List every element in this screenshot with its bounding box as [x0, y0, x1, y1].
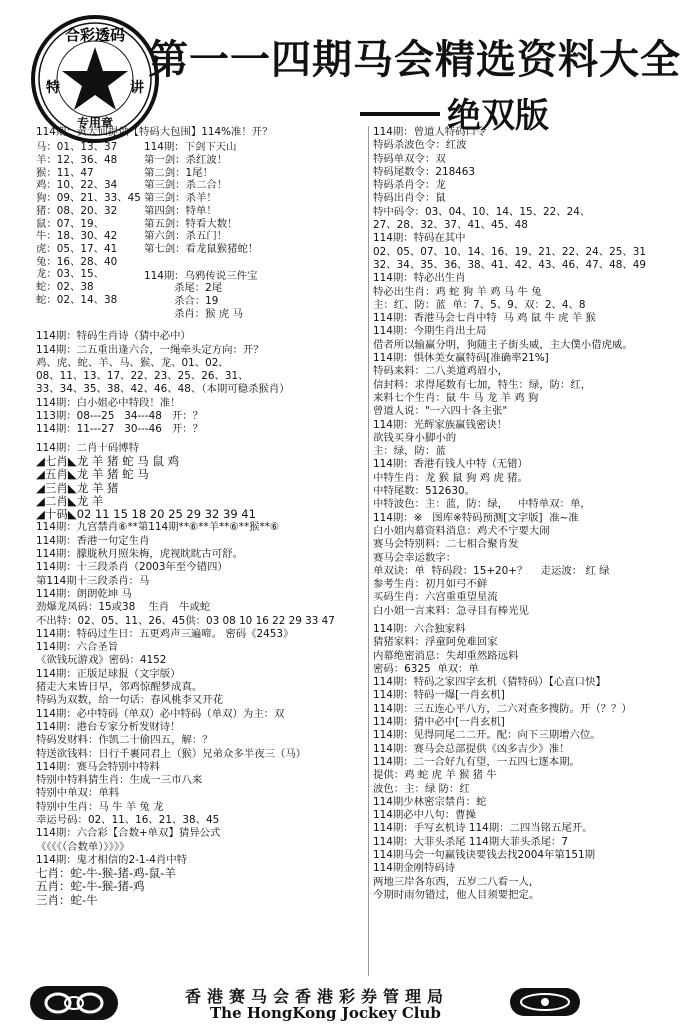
- text-line: 中特波色：主：蓝，防：绿， 中特单双：单，: [373, 498, 591, 511]
- text-line: 114期：香港有钱人中特（无错）: [373, 458, 528, 471]
- text-line: 114期：朦胧秋月照朱梅，虎视眈眈古可舒。: [36, 548, 243, 561]
- text-line: 白小姐一言来料：急寻目有棒光见: [373, 604, 529, 617]
- text-line: 02、05、07、10、14、16、19、21、22、24、25、31: [373, 245, 646, 258]
- text-line: 114期：特必出生肖: [373, 272, 466, 285]
- text-line: 114期：二五重出逢六合，一绳牵头定方向：开？: [36, 343, 264, 356]
- footer: [0, 982, 609, 1024]
- text-line: 114期：手写玄机诗 114期：二四当铭五尾开。: [373, 822, 593, 835]
- text-line: 114期：六合独家料: [373, 622, 466, 635]
- text-line: 114期：今期生肖出土局: [373, 325, 487, 338]
- text-line: 赛马会幸运数字：: [373, 551, 457, 564]
- zodiac-line: 兔：16、28、40: [36, 255, 118, 268]
- text-line: 猜猪家料：浮童阿免难回家: [373, 636, 498, 649]
- text-line: 内幕绝密消息：失却重然路远料: [373, 649, 519, 662]
- text-line: 特码杀波色令：红波: [373, 139, 467, 152]
- swords-title: 114期：下剑下天山: [144, 141, 237, 154]
- crow-line: 杀尾：2尾: [174, 282, 223, 295]
- text-line: 114期：香港马会七肖中特 马 鸡 鼠 牛 虎 羊 猴: [373, 312, 596, 325]
- text-line: 特码来料：二八美道鸡眉小，: [373, 365, 509, 378]
- text-line: 七肖：蛇-牛-猴-猪-鸡-鼠-羊: [36, 866, 176, 881]
- svg-text:特: 特: [46, 80, 60, 96]
- text-line: 特码杀肖令：龙: [373, 179, 446, 192]
- text-line: 114期：惧休美女赢特码[准确率21%]: [373, 352, 549, 365]
- text-line: 114期：九宫禁肖⑥**第114期**⑥**羊**⑥**猴**⑥: [36, 521, 280, 534]
- text-line: 114期：二肖十码博特: [36, 441, 139, 454]
- sword-line: 第四剑：特单！: [144, 204, 217, 217]
- page-subtitle: 绝双版: [447, 96, 549, 136]
- text-line: 主：绿，防：蓝: [373, 445, 446, 458]
- sword-line: 第一剑：杀红波！: [144, 154, 228, 166]
- text-line: 114期：必中特码（单双）必中特码（单双）为主：双: [36, 707, 285, 720]
- sword-line: 第二剑：1尾！: [144, 166, 213, 179]
- text-line: 鸡、虎、蛇、羊、马、猴、龙、01、02、: [36, 356, 229, 369]
- text-line: 114期：六合彩【合数+单双】猜异公式: [36, 827, 221, 840]
- text-line: ◢二肖◣龙 羊: [36, 493, 104, 508]
- text-line: 波色：主：绿 防：红: [373, 782, 470, 795]
- text-line: 提供：鸡 蛇 虎 羊 猴 猪 牛: [373, 769, 497, 782]
- text-line: 114期：特码过生日：五更鸡声三遍啼。 密码《2453》: [36, 627, 294, 640]
- text-line: 特码出肖令：鼠: [373, 192, 446, 205]
- zodiac-line: 蛇：02、38: [36, 281, 94, 294]
- text-line: 114期：特码生肖诗（猜中必中）: [36, 330, 191, 343]
- text-line: 114期：赛马会总部提供《凶多吉少》准！: [373, 742, 570, 755]
- text-line: 32、34、35、36、38、41、42、43、46、47、48、49: [373, 258, 646, 271]
- left-column: [36, 126, 368, 907]
- zodiac-line: 牛：18、30、42: [36, 230, 118, 243]
- svg-text:专用章: 专用章: [76, 116, 114, 130]
- text-line: 今期时雨勿错过，他人目须要把定。: [373, 888, 540, 901]
- text-line: 幸运号码：02、11、16、21、38、45: [36, 813, 220, 826]
- text-line: 114期：朗朗乾坤 马: [36, 587, 132, 600]
- text-line: 114期：曾道人特码口令: [373, 126, 487, 138]
- text-line: 特中码令：03、04、10、14、15、22、24、: [373, 205, 591, 218]
- svg-text:讲: 讲: [130, 80, 144, 96]
- crow-line: 杀肖：猴 虎 马: [174, 307, 243, 320]
- text-line: 114期：猜中必中[一肖玄机]: [373, 716, 505, 729]
- text-line: 特送欲钱料：日行千裹同君上（猴）兄弟众多半夜三（马）: [36, 747, 307, 760]
- crow-title: 114期：乌鸦传说三件宝: [144, 269, 258, 282]
- seal-stamp: [30, 14, 160, 144]
- sword-line: 第五剑：特看大数！: [144, 217, 238, 230]
- page-title: 第一一四期马会精选资料大全: [148, 37, 681, 83]
- zodiac-line: 虎：05、17、41: [36, 242, 118, 255]
- text-line: 五肖：蛇-牛-猴-猪-鸡: [36, 879, 145, 894]
- text-line: 114期：鬼才相信的2-1-4肖中特: [36, 853, 188, 866]
- text-line: 第114期十三段杀肖：马: [36, 574, 150, 587]
- text-line: 114期金刚特码诗: [373, 862, 456, 875]
- text-line: 114期：赛马会特别中特料: [36, 760, 160, 773]
- text-line: 白小姐内幕资料消息：鸡犬不宁要大闹: [373, 524, 550, 537]
- text-line: ◢十码◣02 11 15 18 20 25 29 32 39 41: [36, 507, 256, 522]
- text-line: 曾道人说："一六四十各主张": [373, 405, 508, 418]
- text-line: 特码单双令：双: [373, 152, 446, 165]
- text-line: 欲钱买身小脚小的: [373, 431, 457, 444]
- text-line: 114期：特码一爆[一肖玄机]: [373, 689, 505, 702]
- text-line: 主：红、防：蓝 单：7、5、9、双：2、4、8: [373, 298, 586, 311]
- text-line: 114期：见得同尾二二开。配：向下三期增六位。: [373, 729, 601, 742]
- text-line: 114期：光辉家族赢钱密诀！: [373, 418, 508, 431]
- text-line: 114期：大菲头杀尾 114期大菲头杀尾：7: [373, 835, 569, 848]
- text-line: 借者所以输赢分明，狗随主子街头威，主大僕小借虎威。: [373, 338, 633, 351]
- text-line: 猪走大来皆日早，邻鸡惊醒梦成真。: [36, 681, 203, 694]
- zodiac-line: 鸡：10、22、34: [36, 179, 118, 192]
- text-line: 114期马会一句赢钱诀要钱去找2004年第151期: [373, 849, 595, 862]
- text-line: 27、28、32、37、41、45、48: [373, 219, 528, 232]
- text-line: 中特尾数：512630。: [373, 485, 476, 498]
- sword-line: 第三剑：杀羊！: [144, 192, 217, 205]
- text-line: 114期：特码之家四字玄机（猜特码）【心直口快】: [373, 676, 606, 689]
- text-line: 114期：11---27 30---46 开：？: [36, 423, 203, 436]
- text-line: ◢三肖◣龙 羊 猪: [36, 480, 119, 495]
- text-line: 114期：三五连心平八方，二六对查多搜防。开（？？）: [373, 702, 632, 715]
- subtitle-rule: [360, 112, 440, 116]
- zodiac-line: 马：01、13、37: [36, 141, 118, 154]
- text-line: 买码生肖：六宫重重望星流: [373, 591, 498, 604]
- svg-text:合彩透码: 合彩透码: [64, 26, 126, 44]
- text-line: 不出特：02、05、11、26、45供：03 08 10 16 22 29 33 47: [36, 614, 335, 627]
- text-line: 113期：08---25 34---48 开：？: [36, 410, 203, 423]
- text-line: 三肖：蛇-牛: [36, 892, 98, 907]
- zodiac-line: 羊：12、36、48: [36, 154, 118, 166]
- text-line: 114期：※ 图库※特码预测[文字版] 准~准: [373, 511, 579, 524]
- text-line: 114期：正版足球报（文字版）: [36, 667, 181, 680]
- sword-line: 第六剑：杀五门！: [144, 230, 228, 243]
- text-line: 两地三岸各东西，五岁二八看一人，: [373, 875, 540, 888]
- text-line: 特码为双数，给一句话：春风桃李又开花: [36, 694, 224, 707]
- text-line: 劲爆龙凤码：15或38 生肖 牛或蛇: [36, 601, 211, 614]
- text-line: 33、34、35、38、42、46、48、（本期可稳杀猴肖）: [36, 383, 290, 396]
- zodiac-line: 鼠：07、19、: [36, 217, 105, 230]
- section-title: 114期：黄大仙提供【特码大包围】114%准！开？: [36, 126, 273, 138]
- text-line: 114期少林密宗禁肖：蛇: [373, 795, 487, 808]
- zodiac-line: 龙：03、15、: [36, 268, 105, 281]
- zodiac-line: 狗：09、21、33、45: [36, 192, 141, 205]
- text-line: ◢七肖◣龙 羊 猪 蛇 马 鼠 鸡: [36, 453, 180, 468]
- zodiac-line: 猴：11、47: [36, 166, 94, 179]
- text-line: ◢五肖◣龙 羊 猪 蛇 马: [36, 467, 149, 482]
- text-line: 114期：十三段杀肖（2003年至今错四）: [36, 561, 228, 574]
- column-divider: [368, 126, 369, 976]
- crow-line: 杀合：19: [174, 295, 219, 308]
- text-line: 赛马会特别料：二七相合聚肯发: [373, 538, 519, 551]
- text-line: 《《《《（合数单）》》》》: [36, 840, 130, 853]
- lottery-logo: [510, 988, 580, 1016]
- jockey-club-logo: [30, 986, 118, 1020]
- text-line: 114期：港台专家分析发财诗！: [36, 720, 181, 733]
- text-line: 特别中单双：单料: [36, 787, 120, 800]
- sword-line: 第三剑：杀二合！: [144, 179, 228, 192]
- text-line: 114期：白小姐必中特段！准！: [36, 396, 181, 409]
- right-column: [373, 126, 646, 902]
- text-line: 114期：香港一句定生肖: [36, 534, 150, 547]
- text-line: 特别中生肖：马 牛 羊 兔 龙: [36, 800, 164, 813]
- text-line: 特别中特料猜生肖：生成一三市八来: [36, 774, 203, 787]
- text-line: 114期：二一合好九有望，一五四七逐本期。: [373, 755, 580, 768]
- text-line: 来料七个生肖：鼠 牛 马 龙 羊 鸡 狗: [373, 391, 539, 404]
- zodiac-block: [36, 139, 368, 325]
- text-line: 114期必中八句：曹操: [373, 809, 476, 822]
- text-line: 特必出生肖：鸡 蛇 狗 羊 鸡 马 牛 兔: [373, 285, 542, 298]
- text-line: 密码：6325 单双：单: [373, 662, 479, 675]
- zodiac-line: 蛇：02、14、38: [36, 293, 118, 306]
- text-line: 信封料：求得尾数有七加，特生：绿，防：红，: [373, 378, 592, 391]
- text-line: 114期：六合圣旨: [36, 641, 119, 654]
- text-line: 《欲钱玩游戏》密码：4152: [36, 654, 167, 667]
- text-line: 参考生肖：初月如弓不鲜: [373, 578, 488, 591]
- text-line: 特码尾数令：218463: [373, 165, 476, 178]
- zodiac-line: 猪：08、20、32: [36, 204, 118, 217]
- text-line: 08、11、13、17、22、23、25、26、31、: [36, 370, 249, 383]
- footer-org-cn: 香港赛马会香港彩券管理局: [185, 987, 450, 1006]
- text-line: 114期：特码在其中: [373, 232, 466, 245]
- sword-line: 第七剑：看龙鼠猴猪蛇！: [144, 242, 259, 255]
- text-line: 单双诀：单 特码段：15+20+？ 走运波： 红 绿: [373, 564, 610, 577]
- text-line: 特码发财料：作凯二十偷四五，解：？: [36, 734, 213, 747]
- text-line: 中特生肖：龙 猴 鼠 狗 鸡 虎 猪。: [373, 471, 528, 484]
- footer-org-en: The HongKong Jockey Club: [210, 1004, 441, 1022]
